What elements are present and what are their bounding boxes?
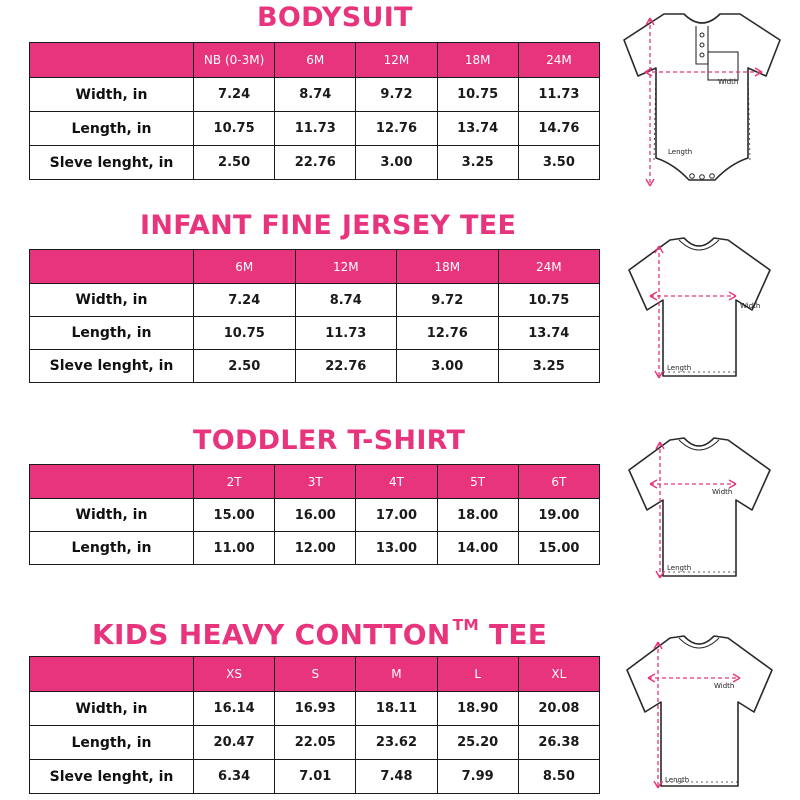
toddler-tshirt-size-table	[29, 464, 600, 565]
size-header: M	[356, 657, 437, 692]
table-row	[30, 317, 600, 350]
size-header: S	[275, 657, 356, 692]
size-header: 24M	[518, 43, 599, 78]
table-cell: 6.34	[194, 760, 275, 794]
kids-heavy-tee-size-table	[29, 656, 600, 794]
table-cell: 8.74	[275, 78, 356, 112]
table-row	[30, 350, 600, 383]
table-cell: 15.00	[518, 532, 599, 565]
header-row	[30, 250, 600, 284]
row-label: Width, in	[30, 499, 194, 532]
row-label: Length, in	[30, 532, 194, 565]
table-row	[30, 78, 600, 112]
size-header: 6M	[194, 250, 296, 284]
table-cell: 26.38	[518, 726, 599, 760]
table-cell: 22.05	[275, 726, 356, 760]
row-label: Width, in	[30, 284, 194, 317]
table-cell: 3.00	[397, 350, 499, 383]
size-header: 2T	[194, 465, 275, 499]
corner-cell	[30, 250, 194, 284]
table-cell: 11.73	[275, 112, 356, 146]
row-label: Sleve lenght, in	[30, 146, 194, 180]
table-cell: 8.50	[518, 760, 599, 794]
tshirt-icon	[612, 630, 787, 792]
table-cell: 13.74	[498, 317, 600, 350]
table-cell: 2.50	[194, 350, 296, 383]
infant-tee-title: INFANT FINE JERSEY TEE	[140, 210, 517, 241]
table-cell: 19.00	[518, 499, 599, 532]
table-row	[30, 532, 600, 565]
table-row	[30, 499, 600, 532]
size-header: 18M	[397, 250, 499, 284]
table-row	[30, 112, 600, 146]
table-row	[30, 692, 600, 726]
table-cell: 11.73	[295, 317, 397, 350]
table-cell: 3.50	[518, 146, 599, 180]
row-label: Sleve lenght, in	[30, 760, 194, 794]
table-cell: 16.00	[275, 499, 356, 532]
table-cell: 3.25	[437, 146, 518, 180]
table-cell: 10.75	[437, 78, 518, 112]
toddler-tshirt-title: TODDLER T-SHIRT	[193, 425, 466, 456]
table-cell: 7.01	[275, 760, 356, 794]
size-header: 18M	[437, 43, 518, 78]
table-cell: 25.20	[437, 726, 518, 760]
size-header: XS	[194, 657, 275, 692]
header-row	[30, 657, 600, 692]
bodysuit-title: BODYSUIT	[257, 2, 413, 33]
table-cell: 12.76	[397, 317, 499, 350]
table-cell: 20.47	[194, 726, 275, 760]
title-text: KIDS HEAVY CONTTON	[92, 617, 451, 651]
table-cell: 11.00	[194, 532, 275, 565]
size-header: XL	[518, 657, 599, 692]
length-label: Length	[668, 148, 693, 156]
table-cell: 13.00	[356, 532, 437, 565]
table-cell: 8.74	[295, 284, 397, 317]
length-label: Length	[667, 364, 692, 372]
row-label: Sleve lenght, in	[30, 350, 194, 383]
table-cell: 18.00	[437, 499, 518, 532]
row-label: Width, in	[30, 692, 194, 726]
table-cell: 18.11	[356, 692, 437, 726]
table-cell: 9.72	[397, 284, 499, 317]
row-label: Width, in	[30, 78, 194, 112]
table-cell: 23.62	[356, 726, 437, 760]
table-cell: 17.00	[356, 499, 437, 532]
table-cell: 16.14	[194, 692, 275, 726]
width-label: Width	[712, 488, 733, 496]
length-label: Length	[665, 776, 690, 784]
table-cell: 22.76	[275, 146, 356, 180]
table-cell: 18.90	[437, 692, 518, 726]
table-cell: 7.24	[194, 284, 296, 317]
tshirt-icon	[612, 432, 787, 582]
size-header: 12M	[356, 43, 437, 78]
table-row	[30, 726, 600, 760]
size-header: 3T	[275, 465, 356, 499]
table-cell: 22.76	[295, 350, 397, 383]
kids-heavy-tee-title	[92, 616, 547, 651]
length-label: Length	[667, 564, 692, 572]
row-label: Length, in	[30, 726, 194, 760]
size-header: 6M	[275, 43, 356, 78]
row-label: Length, in	[30, 112, 194, 146]
table-cell: 10.75	[498, 284, 600, 317]
header-row	[30, 43, 600, 78]
tshirt-icon	[612, 232, 787, 382]
size-header: L	[437, 657, 518, 692]
size-header: 6T	[518, 465, 599, 499]
table-cell: 13.74	[437, 112, 518, 146]
trademark-mark: TM	[452, 616, 479, 634]
table-cell: 7.48	[356, 760, 437, 794]
table-cell: 14.76	[518, 112, 599, 146]
table-cell: 16.93	[275, 692, 356, 726]
width-label: Width	[714, 682, 735, 690]
table-cell: 10.75	[194, 112, 275, 146]
size-header: 5T	[437, 465, 518, 499]
corner-cell	[30, 43, 194, 78]
width-label: Width	[718, 78, 739, 86]
table-cell: 3.00	[356, 146, 437, 180]
title-suffix: TEE	[488, 617, 548, 651]
size-header: 4T	[356, 465, 437, 499]
size-header: NB (0-3M)	[194, 43, 275, 78]
corner-cell	[30, 657, 194, 692]
bodysuit-icon	[612, 8, 792, 196]
table-cell: 3.25	[498, 350, 600, 383]
table-cell: 9.72	[356, 78, 437, 112]
table-row	[30, 146, 600, 180]
table-cell: 12.00	[275, 532, 356, 565]
size-header: 12M	[295, 250, 397, 284]
table-row	[30, 284, 600, 317]
table-cell: 15.00	[194, 499, 275, 532]
table-cell: 10.75	[194, 317, 296, 350]
table-cell: 7.24	[194, 78, 275, 112]
width-label: Width	[740, 302, 761, 310]
table-cell: 14.00	[437, 532, 518, 565]
table-cell: 11.73	[518, 78, 599, 112]
header-row	[30, 465, 600, 499]
table-row	[30, 760, 600, 794]
row-label: Length, in	[30, 317, 194, 350]
infant-tee-size-table	[29, 249, 600, 383]
table-cell: 7.99	[437, 760, 518, 794]
table-cell: 12.76	[356, 112, 437, 146]
bodysuit-size-table	[29, 42, 600, 180]
size-header: 24M	[498, 250, 600, 284]
table-cell: 20.08	[518, 692, 599, 726]
corner-cell	[30, 465, 194, 499]
table-cell: 2.50	[194, 146, 275, 180]
